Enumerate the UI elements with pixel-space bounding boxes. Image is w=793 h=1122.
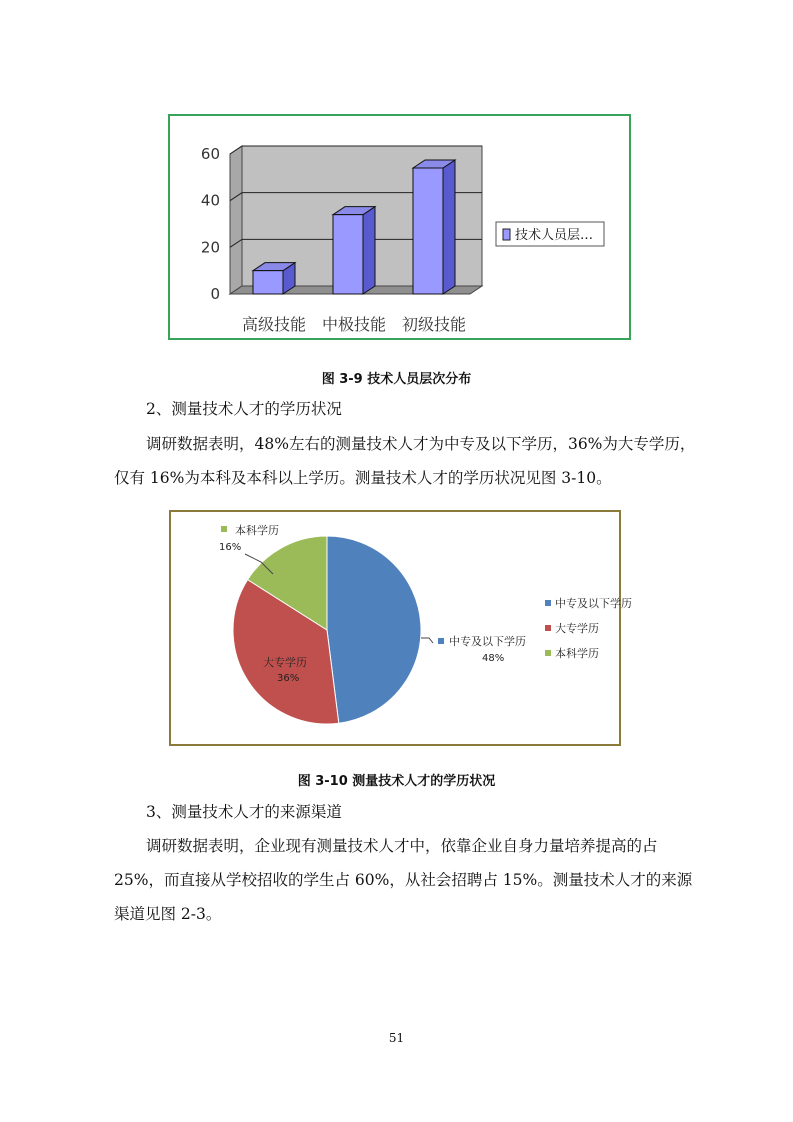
pie-label-bachelor: 本科学历 [235,524,279,537]
bar-side [443,160,455,294]
legend-label: 技术人员层… [515,228,594,243]
bar-front [333,215,363,294]
bar-front [253,271,283,294]
pie-label-junior-college: 大专学历 [263,656,307,669]
pie-value-junior-college: 36% [277,673,300,684]
legend-swatch-junior-college [545,625,551,631]
figure-3-10-caption: 图 3-10 测量技术人才的学历状况 [297,774,496,789]
section-2-paragraph-line-2: 仅有 16%为本科及本科以上学历。测量技术人才的学历状况见图 3-10。 [114,469,612,487]
legend-swatch-bachelor [545,650,551,656]
legend-label-junior-college: 大专学历 [555,622,599,635]
section-2-heading: 2、测量技术人才的学历状况 [146,400,342,418]
legend-label-secondary: 中专及以下学历 [555,597,632,610]
section-3-paragraph-line-3: 渠道见图 2-3。 [114,905,222,923]
pie-slice [327,536,421,723]
pie-value-secondary: 48% [482,653,505,664]
bar [253,263,295,294]
legend-label-bachelor: 本科学历 [555,647,599,660]
x-tick-label: 初级技能 [401,315,467,334]
pie-chart [171,512,632,744]
figure-3-9-box [168,114,631,340]
figure-3-10-box [169,510,632,746]
bar [413,160,455,294]
pie-label-secondary-swatch [438,638,444,644]
bar-chart [170,116,629,338]
y-tick-label: 40 [200,191,220,210]
y-tick-label: 20 [200,238,220,257]
bar-front [413,168,443,294]
section-3-paragraph-line-2: 25%，而直接从学校招收的学生占 60%，从社会招聘占 15%。测量技术人才的来源 [114,871,693,889]
legend-swatch-secondary [545,600,551,606]
x-tick-label: 高级技能 [241,315,307,334]
page-number: 51 [388,1031,405,1045]
bar [333,207,375,294]
bar-side [363,207,375,294]
section-2-paragraph-line-1: 调研数据表明，48%左右的测量技术人才为中专及以下学历，36%为大专学历， [146,435,696,453]
section-3-paragraph-line-1: 调研数据表明，企业现有测量技术人才中，依靠企业自身力量培养提高的占 [146,837,658,855]
legend-swatch [503,229,510,240]
chart-side-wall [230,146,242,294]
figure-3-9-caption: 图 3-9 技术人员层次分布 [321,372,472,387]
y-tick-label: 0 [210,285,220,303]
pie-label-secondary: 中专及以下学历 [449,635,526,648]
pie-leader-secondary [421,638,433,643]
section-3-heading: 3、测量技术人才的来源渠道 [146,803,342,821]
x-tick-label: 中极技能 [321,315,387,334]
y-tick-label: 60 [200,145,220,163]
pie-label-bachelor-swatch [221,526,227,532]
pie-value-bachelor: 16% [219,542,242,553]
